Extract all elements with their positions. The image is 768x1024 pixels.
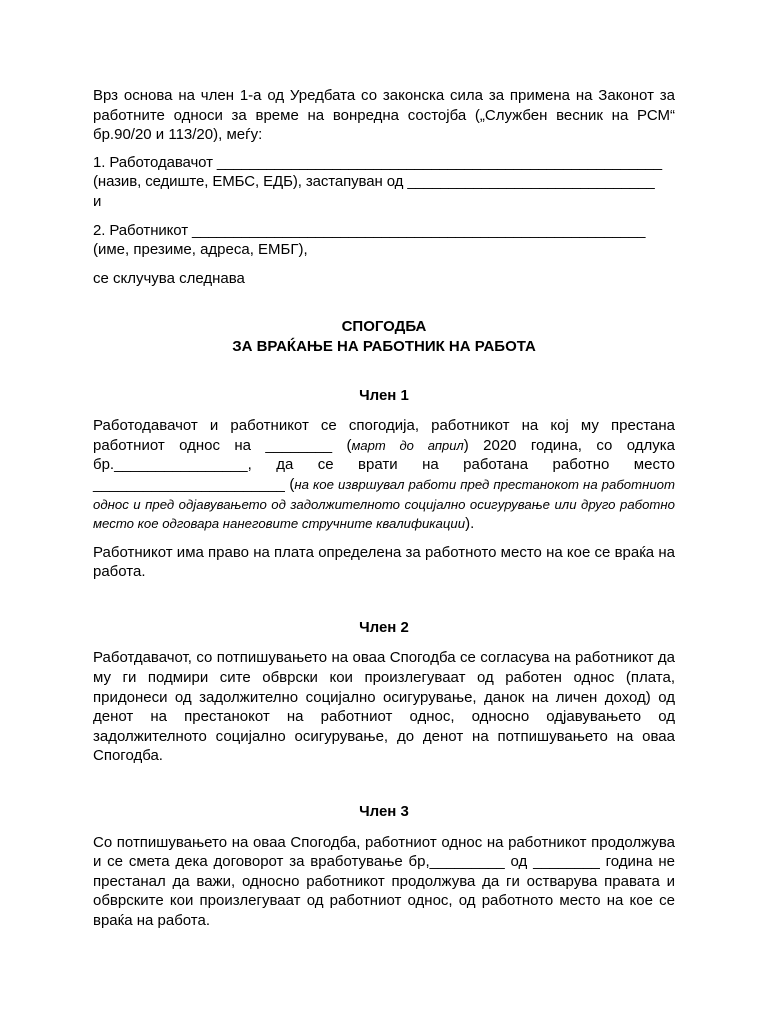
party2-details: (име, презиме, адреса, ЕМБГ), <box>93 241 308 259</box>
concluded-text: се склучува следнава <box>93 269 245 287</box>
article3-paragraph1: Со потпишувањето на оваа Спогодба, работниот однос на работникот продолжува и се смета дека договорот за вработување бр,_________ од ________ година не престанал да важи, односно работникот продолжува да ги остварува правата и обврските кои произлегуваат од работниот однос, од работното место на кое се враќа на работа. <box>93 833 675 929</box>
article1-workplace-italic: на кое извршувал работи пред престанокот на работниот однос и пред одјавувањето од задолжителното социјално осигурување или друго работно место кое одговара нанеговите стручните квалификации <box>93 476 676 532</box>
article1-paragraph1 <box>93 416 675 534</box>
party1-text: 1. Работодавачот ______________________________________________________ <box>93 153 663 171</box>
article1-text-b: ) 2020 година, со одлука бр.________________, да се врати на работана работно место _______________________ ( <box>93 436 675 493</box>
party1-details: (назив, седиште, ЕМБС, ЕДБ), застапуван од ______________________________ <box>93 173 655 191</box>
article1-heading: Член 1 <box>359 386 409 404</box>
article3-heading: Член 3 <box>359 803 409 821</box>
article1-period-italic: март до април <box>351 437 464 453</box>
party1-line <box>93 153 675 173</box>
party2-line: 2. Работникот _______________________________________________________ <box>93 221 646 239</box>
article1-text-a: Работодавачот и работникот се спогодија, работникот на кој му престана работниот однос на ________ ( <box>93 417 675 454</box>
agreement-title: СПОГОДБА <box>341 318 427 336</box>
agreement-subtitle: ЗА ВРАЌАЊЕ НА РАБОТНИК НА РАБОТА <box>232 337 536 355</box>
article2-paragraph1: Работдавачот, со потпишувањето на оваа Спогодба се согласува на работникот да му ги подмири сите обврски кои произлегуваат од работен однос (плата, придонеси од задолжително социјално осигурување, данок на личен доход) од денот на престанокот на работниот однос, односно одјавувањето од задолжителното социјално осигурување, до денот на потпишувањето на оваа Спогодба. <box>93 649 675 765</box>
intro-paragraph: Врз основа на член 1-а од Уредбата со законска сила за примена на Законот за работните односи за време на вонредна состојба („Службен весник на РСМ“ бр.90/20 и 113/20), меѓу: <box>93 87 675 144</box>
document-body <box>93 86 675 931</box>
article2-heading: Член 2 <box>359 618 409 636</box>
article1-text-c: ). <box>465 515 475 533</box>
party-conjunction: и <box>93 192 102 210</box>
article1-paragraph2: Работникот има право на плата определена за работното место на кое се враќа на работа. <box>93 543 675 581</box>
